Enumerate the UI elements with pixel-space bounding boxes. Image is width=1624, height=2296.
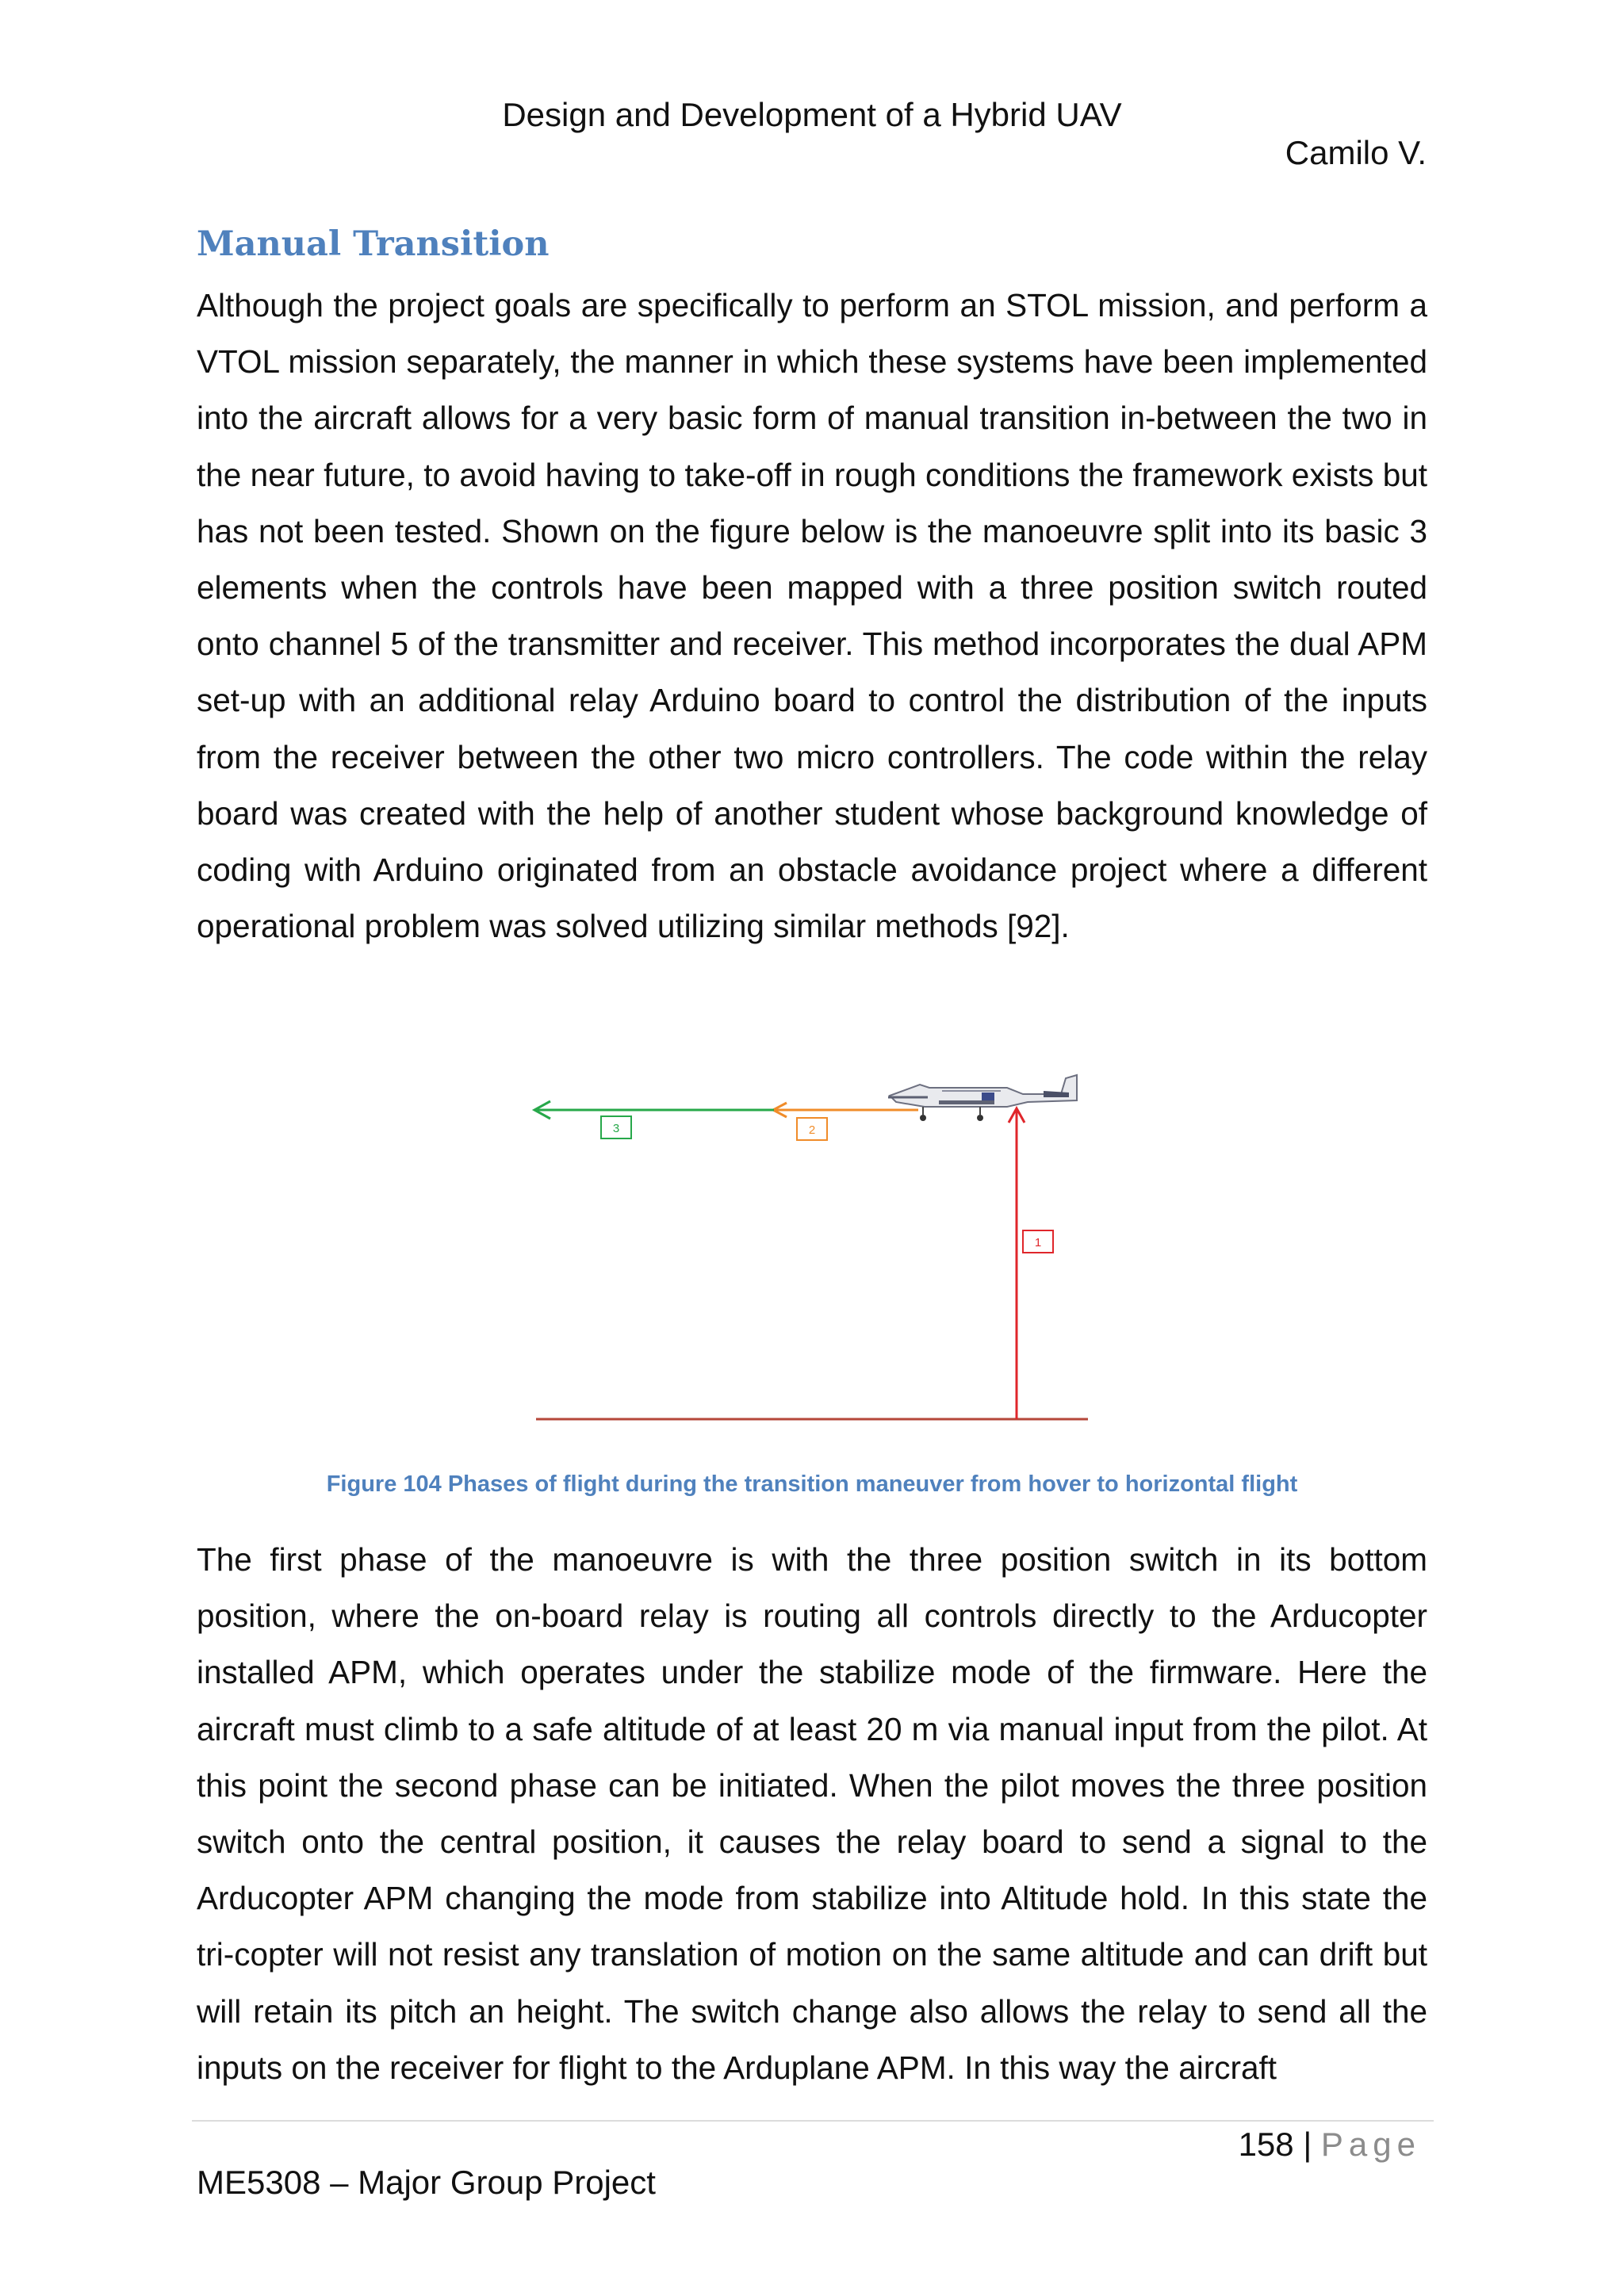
page-number-separator: |: [1303, 2126, 1312, 2163]
page-word: Page: [1320, 2126, 1421, 2163]
body-paragraph-phases: The first phase of the manoeuvre is with the three position switch in its bottom position, where the on-board relay is routing all controls directly to the Arducopter installed APM, which operates under the stabilize mode of the firmware. Here the aircraft must climb to a safe altitude of at least 20 m via manual input from the pilot. At this point the second phase can be initiated. When the pilot moves the three position switch onto the central position, it causes the relay board to send a signal to the Arducopter APM changing the mode from stabilize into Altitude hold. In this state the tri-copter will not resist any translation of motion on the same altitude and can drift but will retain its pitch an height. The switch change also allows the relay to send all the inputs on the receiver for flight to the Arduplane APM. In this way the aircraft: [197, 1541, 1427, 2086]
phase-2-label: 2: [808, 1123, 816, 1137]
header-author: Camilo V.: [1285, 134, 1427, 171]
aircraft-illustration: [888, 1075, 1077, 1121]
phase-1-label: 1: [1034, 1236, 1042, 1249]
page-number: [1239, 2123, 1421, 2166]
footer-project-name: ME5308 – Major Group Project: [197, 2164, 656, 2201]
footer-divider: [192, 2120, 1434, 2122]
figure-caption: Figure 104 Phases of flight during the transition maneuver from hover to horizontal flight: [326, 1471, 1298, 1497]
section-heading: Manual Transition: [197, 224, 550, 264]
body-paragraph-intro: Although the project goals are specifically to perform an STOL mission, and perform a VTOL mission separately, the manner in which these systems have been implemented into the aircraft allows for a very basic form of manual transition in-between the two in the near future, to avoid having to take-off in rough conditions the framework exists but has not been tested. Shown on the figure below is the manoeuvre split into its basic 3 elements when the controls have been mapped with a three position switch routed onto channel 5 of the transmitter and receiver. This method incorporates the dual APM set-up with an additional relay Arduino board to control the distribution of the inputs from the receiver between the other two micro controllers. The code within the relay board was created with the help of another student whose background knowledge of coding with Arduino originated from an obstacle avoidance project where a different operational problem was solved utilizing similar methods [92].: [197, 287, 1427, 945]
transition-diagram: [0, 1047, 1624, 1459]
transition-figure: [0, 1047, 1624, 1459]
header-title: Design and Development of a Hybrid UAV: [502, 96, 1122, 133]
page-number-value: 158: [1238, 2126, 1294, 2163]
phase-3-label: 3: [612, 1122, 620, 1135]
